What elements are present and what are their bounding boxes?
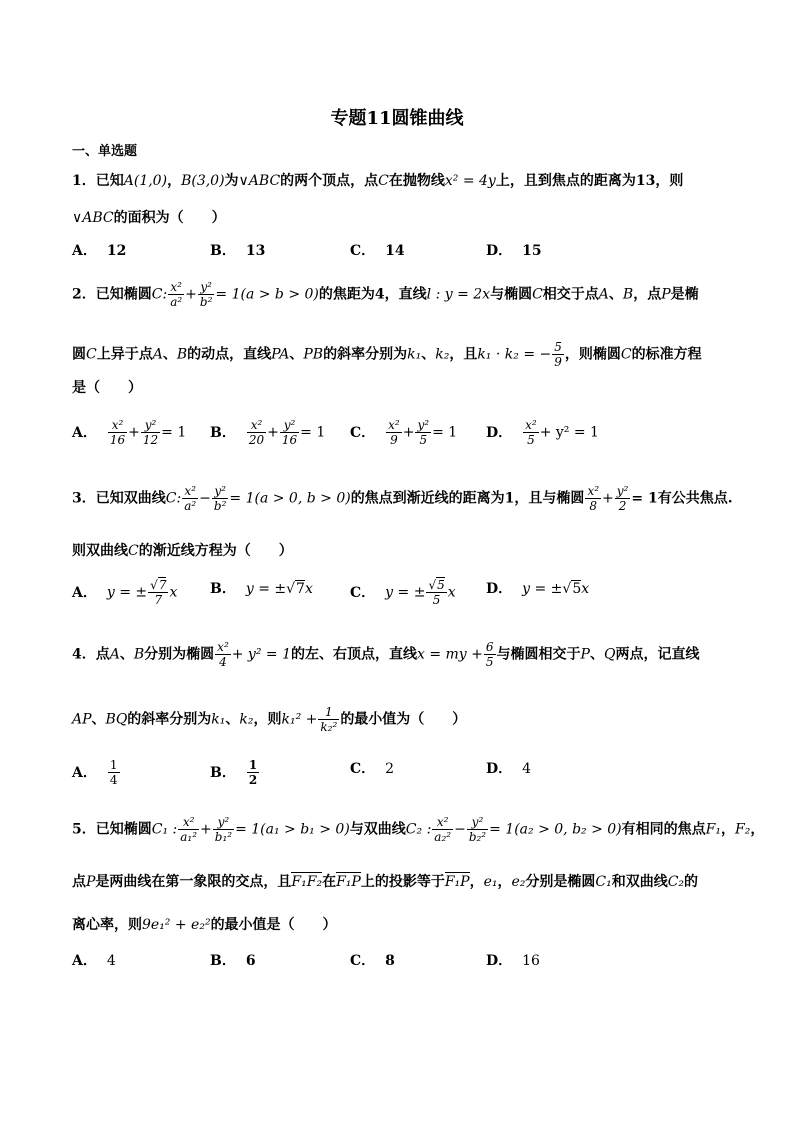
frac-y2-b2: $\frac{\text{y²}}{\text{b²}}$ — [199, 280, 213, 309]
question-1-line-1: 1．已知A(1,0)，B(3,0)为∨ABC的两个顶点，点C在抛物线x² = 4y上，且到焦点的距离为13，则 — [72, 173, 684, 189]
page-title: 专题11圆锥曲线 — [330, 108, 464, 129]
question-5-line-1: 5．已知椭圆C₁ : $\frac{\text{x²}}{\text{a₁²}}$ + $\frac{\text{y²}}{\text{b₁²}}$ = 1(a₁ > b₁ > 0)与双曲线C₂ : $\frac{\text{x²}}{\text{a₂²}}$ − $\frac{\text{y²}}{\text{b₂²}}$ = 1(a₂ > 0, b₂ > 0)有相同的焦点F₁，F₂， — [72, 815, 765, 844]
frac-x2-a2: $\frac{\text{x²}}{\text{a²}}$ — [170, 280, 183, 309]
frac-5-9: $\frac{5}{9}$ — [554, 340, 562, 369]
q5-option-b: B． 6 — [210, 953, 256, 969]
q1-option-b: B． 13 — [210, 243, 266, 259]
q4-option-a: A． $\frac{1}{4}$ — [72, 758, 118, 787]
q2-option-b: B． $\frac{\text{x²}}{20}$ + $\frac{\text{y²}}{16}$ = 1 — [210, 418, 326, 447]
question-5-line-3: 离心率，则9e₁² + e₂²的最小值是（ ） — [72, 917, 337, 933]
q4-option-d: D． 4 — [486, 761, 532, 777]
q3-option-b: B． y = ±√7x — [210, 581, 313, 597]
q1-option-c: C． 14 — [350, 243, 405, 259]
q3-option-a: A． y = ± $\frac{√7}{7}$ x — [72, 578, 178, 607]
question-3-line-1: 3．已知双曲线C: $\frac{\text{x²}}{\text{a²}}$ − $\frac{\text{y²}}{\text{b²}}$ = 1(a > 0, b > 0)的焦点到渐近线的距离为1，且与椭圆 $\frac{\text{x²}}{8}$ + $\frac{\text{y²}}{2}$ = 1有公共焦点. — [72, 484, 733, 513]
q1-option-d: D． 15 — [486, 243, 542, 259]
question-2-line-3: 是（ ） — [72, 380, 142, 396]
question-3-line-2: 则双曲线C的渐近线方程为（ ） — [72, 543, 293, 559]
q4-option-c: C． 2 — [350, 761, 395, 777]
q3-option-c: C． y = ± $\frac{√5}{5}$ x — [350, 578, 456, 607]
section-heading: 一、单选题 — [72, 144, 138, 159]
question-2-line-1: 2．已知椭圆C: $\frac{\text{x²}}{\text{a²}}$ + $\frac{\text{y²}}{\text{b²}}$ = 1(a > b > 0)的焦距为4，直线l : y = 2x与椭圆C相交于点A、B，点P是椭 — [72, 280, 699, 309]
q1-option-a: A． 12 — [72, 243, 127, 259]
question-4-line-2: AP、BQ的斜率分别为k₁、k₂，则k₁² + $\frac{1}{\text{k₂²}}$ 的最小值为（ ） — [72, 705, 467, 734]
q5-option-c: C． 8 — [350, 953, 395, 969]
q5-option-a: A． 4 — [72, 953, 116, 969]
question-1-line-2: ∨ABC的面积为（ ） — [72, 210, 226, 226]
question-2-line-2: 圆C上异于点A、B的动点，直线PA、PB的斜率分别为k₁、k₂，且k₁ · k₂ = − $\frac{5}{9}$ ，则椭圆C的标准方程 — [72, 340, 702, 369]
q2-option-a: A． $\frac{\text{x²}}{16}$ + $\frac{\text{y²}}{12}$ = 1 — [72, 418, 187, 447]
q5-option-d: D． 16 — [486, 953, 540, 969]
q2-option-c: C． $\frac{\text{x²}}{9}$ + $\frac{\text{y²}}{5}$ = 1 — [350, 418, 458, 447]
q3-option-d: D． y = ±√5x — [486, 581, 590, 597]
question-5-line-2: 点P是两曲线在第一象限的交点，且F₁F₂在F₁P上的投影等于F₁P，e₁，e₂分别是椭圆C₁和双曲线C₂的 — [72, 874, 699, 890]
q2-option-d: D． $\frac{\text{x²}}{5}$ + y² = 1 — [486, 418, 599, 447]
question-4-line-1: 4．点A、B分别为椭圆 $\frac{\text{x²}}{4}$ + y² = 1的左、右顶点，直线x = my + $\frac{6}{5}$ 与椭圆相交于P、Q两点，记直线 — [72, 640, 700, 669]
q4-option-b: B． $\frac{1}{2}$ — [210, 758, 258, 787]
